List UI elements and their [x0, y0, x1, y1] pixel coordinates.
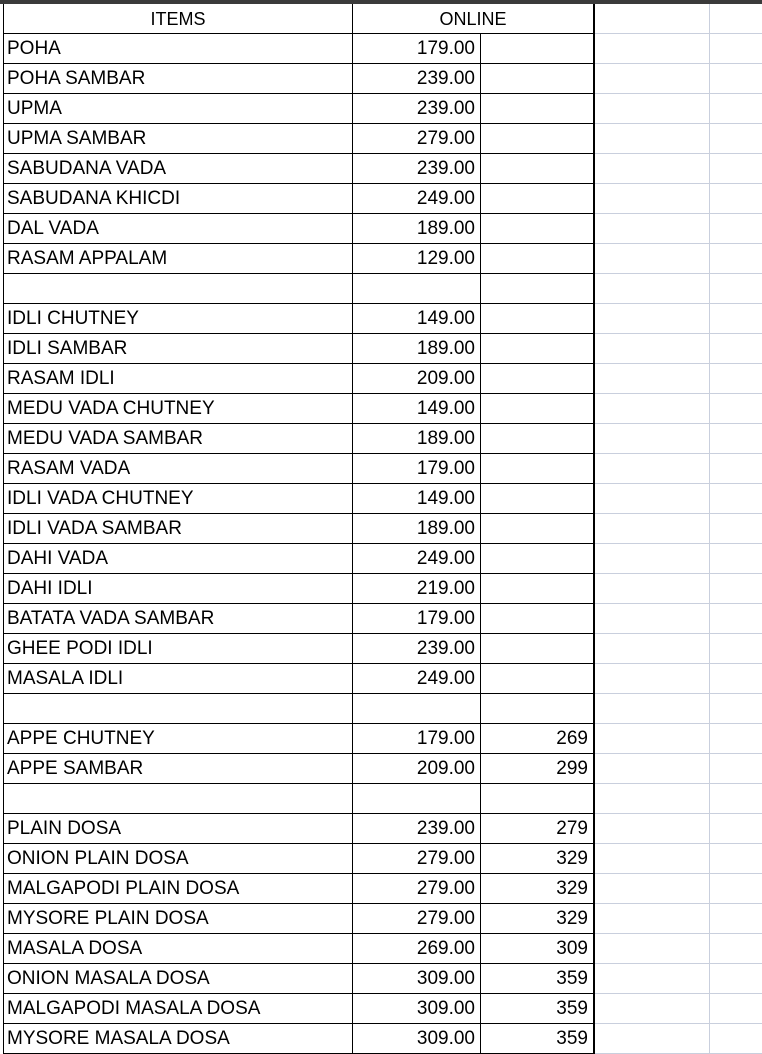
price-cell[interactable]: 309.00: [353, 994, 481, 1024]
empty-cell[interactable]: [710, 394, 762, 424]
table-row: [0, 904, 762, 934]
extra-price-cell[interactable]: 269: [481, 724, 595, 754]
table-row: [0, 844, 762, 874]
extra-price-cell[interactable]: [481, 154, 595, 184]
extra-price-cell[interactable]: 309: [481, 934, 595, 964]
empty-cell[interactable]: [595, 94, 710, 124]
table-row: [0, 664, 762, 694]
extra-price-cell[interactable]: 359: [481, 964, 595, 994]
price-cell[interactable]: 149.00: [353, 394, 481, 424]
empty-cell[interactable]: [595, 154, 710, 184]
empty-cell[interactable]: [710, 34, 762, 64]
empty-cell[interactable]: [595, 274, 710, 304]
item-cell[interactable]: RASAM APPALAM: [3, 244, 353, 274]
item-cell[interactable]: RASAM IDLI: [3, 364, 353, 394]
price-cell[interactable]: [353, 274, 481, 304]
extra-price-cell[interactable]: 329: [481, 904, 595, 934]
empty-cell[interactable]: [710, 514, 762, 544]
item-cell[interactable]: IDLI VADA CHUTNEY: [3, 484, 353, 514]
item-cell[interactable]: DAHI VADA: [3, 544, 353, 574]
extra-price-cell[interactable]: 329: [481, 874, 595, 904]
table-row: [0, 424, 762, 454]
extra-price-cell[interactable]: 299: [481, 754, 595, 784]
price-cell[interactable]: 219.00: [353, 574, 481, 604]
item-cell[interactable]: RASAM VADA: [3, 454, 353, 484]
table-row: [0, 394, 762, 424]
price-cell[interactable]: 189.00: [353, 334, 481, 364]
item-cell[interactable]: IDLI CHUTNEY: [3, 304, 353, 334]
empty-cell[interactable]: [595, 64, 710, 94]
table-row: [0, 334, 762, 364]
price-cell[interactable]: 249.00: [353, 544, 481, 574]
item-cell[interactable]: MEDU VADA SAMBAR: [3, 424, 353, 454]
item-cell[interactable]: [3, 784, 353, 814]
item-cell[interactable]: MALGAPODI PLAIN DOSA: [3, 874, 353, 904]
extra-price-cell[interactable]: [481, 394, 595, 424]
price-cell[interactable]: 249.00: [353, 184, 481, 214]
empty-cell[interactable]: [595, 484, 710, 514]
extra-price-cell[interactable]: [481, 634, 595, 664]
empty-cell[interactable]: [595, 424, 710, 454]
empty-cell[interactable]: [595, 934, 710, 964]
extra-price-cell[interactable]: [481, 334, 595, 364]
header-row: [0, 4, 762, 34]
empty-cell[interactable]: [595, 784, 710, 814]
empty-cell[interactable]: [595, 1024, 710, 1054]
extra-price-cell[interactable]: [481, 184, 595, 214]
empty-cell[interactable]: [595, 664, 710, 694]
item-cell[interactable]: SABUDANA KHICDI: [3, 184, 353, 214]
empty-cell[interactable]: [710, 124, 762, 154]
extra-price-cell[interactable]: [481, 784, 595, 814]
price-cell[interactable]: 189.00: [353, 424, 481, 454]
item-cell[interactable]: MYSORE MASALA DOSA: [3, 1024, 353, 1054]
extra-price-cell[interactable]: 279: [481, 814, 595, 844]
empty-cell[interactable]: [595, 904, 710, 934]
empty-cell[interactable]: [710, 784, 762, 814]
empty-cell[interactable]: [595, 214, 710, 244]
empty-cell[interactable]: [710, 754, 762, 784]
empty-cell[interactable]: [595, 694, 710, 724]
empty-cell[interactable]: [595, 724, 710, 754]
item-cell[interactable]: UPMA: [3, 94, 353, 124]
empty-cell[interactable]: [710, 454, 762, 484]
table-row: [0, 874, 762, 904]
empty-cell[interactable]: [710, 694, 762, 724]
empty-cell[interactable]: [595, 844, 710, 874]
item-cell[interactable]: MASALA DOSA: [3, 934, 353, 964]
extra-price-cell[interactable]: [481, 574, 595, 604]
extra-price-cell[interactable]: [481, 694, 595, 724]
table-row: [0, 724, 762, 754]
empty-cell[interactable]: [595, 34, 710, 64]
empty-cell[interactable]: [710, 274, 762, 304]
empty-cell[interactable]: [595, 334, 710, 364]
item-cell[interactable]: POHA SAMBAR: [3, 64, 353, 94]
price-cell[interactable]: 279.00: [353, 124, 481, 154]
price-cell[interactable]: 209.00: [353, 754, 481, 784]
price-cell[interactable]: 309.00: [353, 964, 481, 994]
item-cell[interactable]: MALGAPODI MASALA DOSA: [3, 994, 353, 1024]
empty-cell[interactable]: [595, 514, 710, 544]
extra-price-cell[interactable]: [481, 214, 595, 244]
price-cell[interactable]: 129.00: [353, 244, 481, 274]
table-row: [0, 304, 762, 334]
empty-cell[interactable]: [595, 124, 710, 154]
empty-cell[interactable]: [595, 304, 710, 334]
empty-cell[interactable]: [710, 334, 762, 364]
empty-cell[interactable]: [710, 994, 762, 1024]
empty-cell[interactable]: [710, 664, 762, 694]
table-row: [0, 34, 762, 64]
price-cell[interactable]: 309.00: [353, 1024, 481, 1054]
empty-cell[interactable]: [710, 184, 762, 214]
table-row: [0, 754, 762, 784]
empty-cell[interactable]: [710, 424, 762, 454]
empty-cell[interactable]: [710, 544, 762, 574]
empty-cell[interactable]: [710, 844, 762, 874]
table-row: [0, 604, 762, 634]
empty-cell[interactable]: [595, 634, 710, 664]
empty-cell[interactable]: [595, 4, 710, 34]
price-cell[interactable]: 179.00: [353, 34, 481, 64]
extra-price-cell[interactable]: [481, 454, 595, 484]
empty-cell[interactable]: [595, 874, 710, 904]
price-cell[interactable]: 239.00: [353, 634, 481, 664]
item-cell[interactable]: BATATA VADA SAMBAR: [3, 604, 353, 634]
item-cell[interactable]: [3, 274, 353, 304]
extra-price-cell[interactable]: [481, 424, 595, 454]
table-row: [0, 484, 762, 514]
price-cell[interactable]: 179.00: [353, 724, 481, 754]
header-online[interactable]: ONLINE: [353, 4, 595, 34]
empty-cell[interactable]: [710, 4, 762, 34]
extra-price-cell[interactable]: 359: [481, 994, 595, 1024]
empty-cell[interactable]: [595, 574, 710, 604]
header-items[interactable]: ITEMS: [3, 4, 353, 34]
item-cell[interactable]: DAL VADA: [3, 214, 353, 244]
item-cell[interactable]: [3, 694, 353, 724]
extra-price-cell[interactable]: [481, 34, 595, 64]
empty-cell[interactable]: [710, 484, 762, 514]
item-cell[interactable]: ONION MASALA DOSA: [3, 964, 353, 994]
table-row: [0, 694, 762, 724]
item-cell[interactable]: ONION PLAIN DOSA: [3, 844, 353, 874]
extra-price-cell[interactable]: [481, 244, 595, 274]
item-cell[interactable]: SABUDANA VADA: [3, 154, 353, 184]
empty-cell[interactable]: [710, 94, 762, 124]
table-row: [0, 184, 762, 214]
table-row: [0, 544, 762, 574]
price-cell[interactable]: 149.00: [353, 304, 481, 334]
extra-price-cell[interactable]: [481, 64, 595, 94]
extra-price-cell[interactable]: 359: [481, 1024, 595, 1054]
extra-price-cell[interactable]: [481, 304, 595, 334]
extra-price-cell[interactable]: [481, 544, 595, 574]
extra-price-cell[interactable]: [481, 604, 595, 634]
empty-cell[interactable]: [595, 814, 710, 844]
empty-cell[interactable]: [595, 604, 710, 634]
table-row: [0, 274, 762, 304]
empty-cell[interactable]: [710, 874, 762, 904]
item-cell[interactable]: MYSORE PLAIN DOSA: [3, 904, 353, 934]
price-cell[interactable]: 239.00: [353, 94, 481, 124]
empty-cell[interactable]: [710, 154, 762, 184]
table-row: [0, 994, 762, 1024]
item-cell[interactable]: UPMA SAMBAR: [3, 124, 353, 154]
empty-cell[interactable]: [710, 574, 762, 604]
empty-cell[interactable]: [595, 964, 710, 994]
table-row: [0, 814, 762, 844]
table-row: [0, 94, 762, 124]
empty-cell[interactable]: [710, 364, 762, 394]
empty-cell[interactable]: [710, 964, 762, 994]
extra-price-cell[interactable]: [481, 364, 595, 394]
item-cell[interactable]: APPE SAMBAR: [3, 754, 353, 784]
item-cell[interactable]: APPE CHUTNEY: [3, 724, 353, 754]
empty-cell[interactable]: [710, 304, 762, 334]
item-cell[interactable]: POHA: [3, 34, 353, 64]
empty-cell[interactable]: [595, 544, 710, 574]
price-cell[interactable]: 279.00: [353, 904, 481, 934]
extra-price-cell[interactable]: [481, 484, 595, 514]
table-row: [0, 784, 762, 814]
table-row: [0, 364, 762, 394]
extra-price-cell[interactable]: [481, 514, 595, 544]
empty-cell[interactable]: [710, 1024, 762, 1054]
extra-price-cell[interactable]: 329: [481, 844, 595, 874]
table-row: [0, 244, 762, 274]
price-cell[interactable]: 239.00: [353, 64, 481, 94]
empty-cell[interactable]: [710, 814, 762, 844]
empty-cell[interactable]: [595, 244, 710, 274]
empty-cell[interactable]: [595, 454, 710, 484]
table-row: [0, 454, 762, 484]
table-row: [0, 64, 762, 94]
empty-cell[interactable]: [595, 994, 710, 1024]
table-row: [0, 574, 762, 604]
empty-cell[interactable]: [595, 754, 710, 784]
extra-price-cell[interactable]: [481, 124, 595, 154]
table-row: [0, 1024, 762, 1054]
empty-cell[interactable]: [595, 394, 710, 424]
price-cell[interactable]: 189.00: [353, 214, 481, 244]
extra-price-cell[interactable]: [481, 94, 595, 124]
empty-cell[interactable]: [710, 244, 762, 274]
price-cell[interactable]: 179.00: [353, 454, 481, 484]
price-cell[interactable]: 279.00: [353, 874, 481, 904]
empty-cell[interactable]: [710, 724, 762, 754]
price-cell[interactable]: [353, 694, 481, 724]
price-cell[interactable]: 209.00: [353, 364, 481, 394]
item-cell[interactable]: DAHI IDLI: [3, 574, 353, 604]
table-row: [0, 934, 762, 964]
price-cell[interactable]: [353, 784, 481, 814]
item-cell[interactable]: GHEE PODI IDLI: [3, 634, 353, 664]
price-cell[interactable]: 149.00: [353, 484, 481, 514]
table-row: [0, 964, 762, 994]
item-cell[interactable]: IDLI VADA SAMBAR: [3, 514, 353, 544]
item-cell[interactable]: PLAIN DOSA: [3, 814, 353, 844]
table-row: [0, 154, 762, 184]
empty-cell[interactable]: [595, 364, 710, 394]
empty-cell[interactable]: [710, 934, 762, 964]
empty-cell[interactable]: [710, 904, 762, 934]
empty-cell[interactable]: [595, 184, 710, 214]
empty-cell[interactable]: [710, 604, 762, 634]
table-row: [0, 214, 762, 244]
table-row: [0, 124, 762, 154]
item-cell[interactable]: IDLI SAMBAR: [3, 334, 353, 364]
price-cell[interactable]: 269.00: [353, 934, 481, 964]
item-cell[interactable]: MASALA IDLI: [3, 664, 353, 694]
price-cell[interactable]: 249.00: [353, 664, 481, 694]
item-cell[interactable]: MEDU VADA CHUTNEY: [3, 394, 353, 424]
price-cell[interactable]: 189.00: [353, 514, 481, 544]
table-row: [0, 634, 762, 664]
empty-cell[interactable]: [710, 214, 762, 244]
price-cell[interactable]: 179.00: [353, 604, 481, 634]
table-row: [0, 514, 762, 544]
extra-price-cell[interactable]: [481, 664, 595, 694]
price-cell[interactable]: 279.00: [353, 844, 481, 874]
empty-cell[interactable]: [710, 64, 762, 94]
price-cell[interactable]: 239.00: [353, 814, 481, 844]
extra-price-cell[interactable]: [481, 274, 595, 304]
empty-cell[interactable]: [710, 634, 762, 664]
price-cell[interactable]: 239.00: [353, 154, 481, 184]
